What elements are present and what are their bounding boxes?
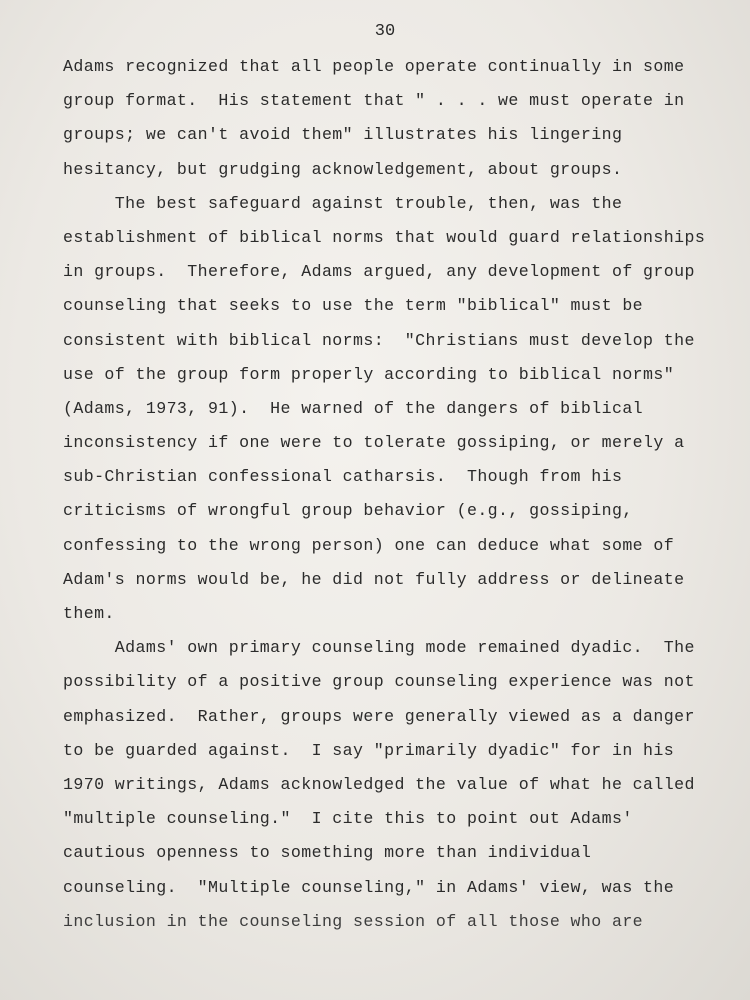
text-line: use of the group form properly according to biblical norms" [63, 364, 675, 384]
text-line: confessing to the wrong person) one can deduce what some of [63, 535, 675, 555]
text-line: Adams recognized that all people operate continually in some [63, 57, 685, 76]
text-line: consistent with biblical norms: "Christians must develop the [63, 330, 695, 350]
text-line: group format. His statement that " . . . we must operate in [63, 91, 685, 111]
text-line: to be guarded against. I say "primarily dyadic" for in his [63, 740, 675, 760]
page-number: 30 [374, 22, 396, 41]
text-line: inclusion in the counseling session of all those who are [63, 911, 644, 931]
text-line: groups; we can't avoid them" illustrates his lingering [63, 125, 623, 145]
text-line: "multiple counseling." I cite this to point out Adams' [63, 809, 633, 829]
text-line: (Adams, 1973, 91). He warned of the dangers of biblical [63, 398, 644, 418]
text-line: 1970 writings, Adams acknowledged the value of what he called [63, 774, 695, 794]
text-line: cautious openness to something more than individual [63, 843, 592, 863]
text-line: counseling that seeks to use the term "biblical" must be [63, 296, 644, 316]
text-line: in groups. Therefore, Adams argued, any development of group [63, 262, 695, 282]
text-line: hesitancy, but grudging acknowledgement, about groups. [63, 159, 623, 179]
text-line: The best safeguard against trouble, then, was the [63, 193, 623, 213]
body-text [63, 50, 743, 939]
text-line: sub-Christian confessional catharsis. Though from his [63, 467, 623, 487]
text-line: them. [63, 604, 115, 623]
text-line: Adam's norms would be, he did not fully address or delineate [63, 569, 685, 589]
text-line: inconsistency if one were to tolerate gossiping, or merely a [63, 433, 685, 453]
text-line: criticisms of wrongful group behavior (e.g., gossiping, [63, 501, 633, 521]
text-line: emphasized. Rather, groups were generally viewed as a danger [63, 706, 695, 726]
text-line: counseling. "Multiple counseling," in Adams' view, was the [63, 877, 675, 897]
text-line: possibility of a positive group counseling experience was not [63, 672, 695, 692]
text-line: Adams' own primary counseling mode remained dyadic. The [63, 638, 695, 658]
text-line: establishment of biblical norms that would guard relationships [63, 227, 706, 247]
